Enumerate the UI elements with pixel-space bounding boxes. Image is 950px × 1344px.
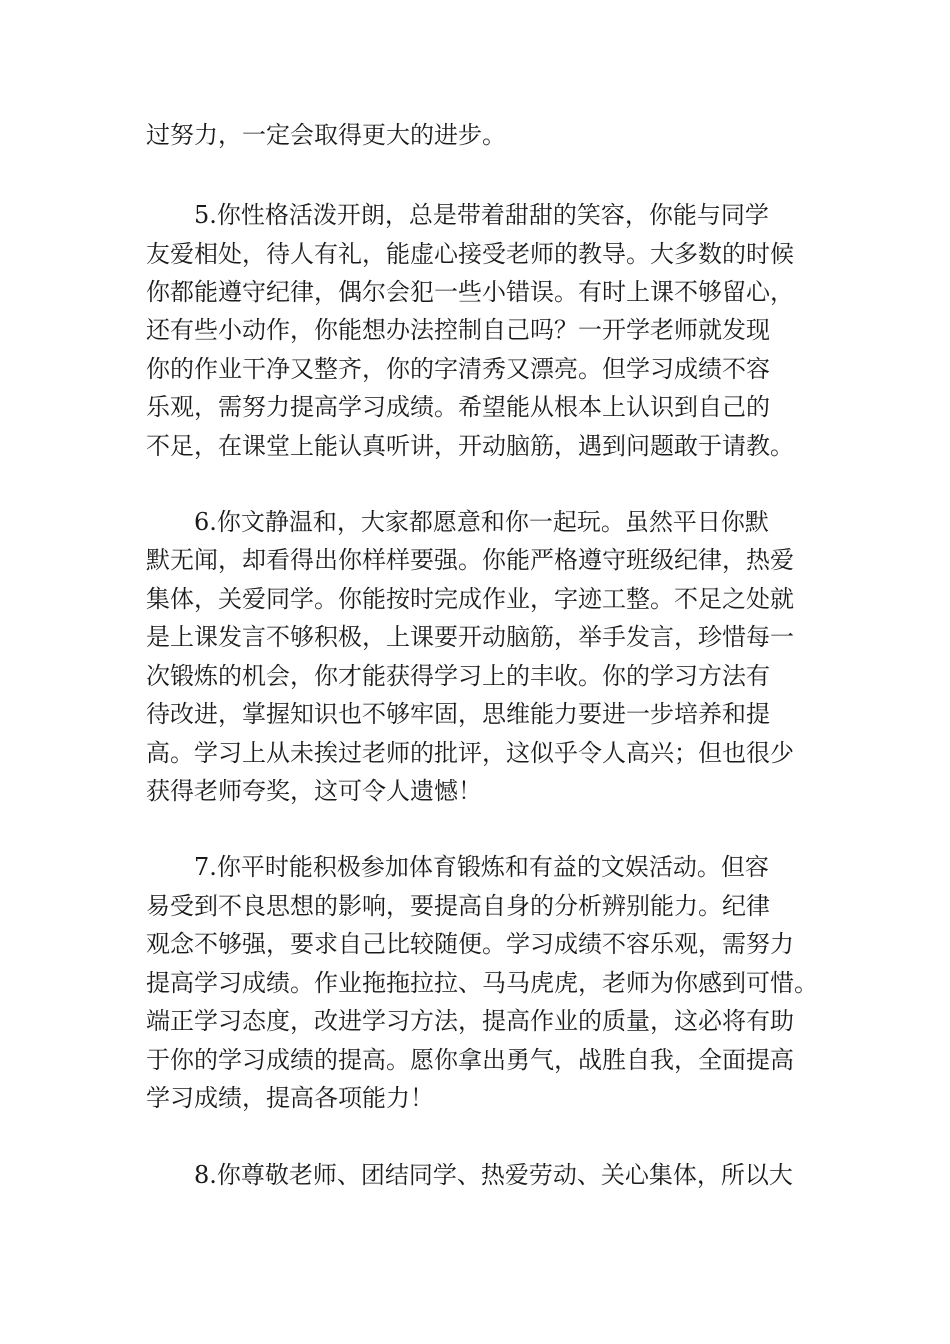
text-line: 次锻炼的机会，你才能获得学习上的丰收。你的学习方法有: [146, 662, 770, 690]
text-line: 还有些小动作，你能想办法控制自己吗？一开学老师就发现: [146, 316, 770, 344]
text-line: 高。学习上从未挨过老师的批评，这似乎令人高兴；但也很少: [146, 739, 794, 767]
text-line: 获得老师夸奖，这可令人遗憾！: [146, 777, 482, 805]
text-line: 易受到不良思想的影响，要提高自身的分析辨别能力。纪律: [146, 892, 770, 920]
text-line: 观念不够强，要求自己比较随便。学习成绩不容乐观，需努力: [146, 930, 794, 958]
text-line: 待改进，掌握知识也不够牢固，思维能力要进一步培养和提: [146, 700, 770, 728]
paragraph-8-first-line: 8.你尊敬老师、团结同学、热爱劳动、关心集体，所以大: [194, 1161, 793, 1189]
text-line: 过努力，一定会取得更大的进步。: [146, 121, 506, 149]
text-line: 端正学习态度，改进学习方法，提高作业的质量，这必将有助: [146, 1007, 794, 1035]
text-line: 友爱相处，待人有礼，能虚心接受老师的教导。大多数的时候: [146, 240, 794, 268]
paragraph-7-first-line: 7.你平时能积极参加体育锻炼和有益的文娱活动。但容: [194, 853, 769, 881]
text-line: 不足，在课堂上能认真听讲，开动脑筋，遇到问题敢于请教。: [146, 432, 794, 460]
text-line: 提高学习成绩。作业拖拖拉拉、马马虎虎，老师为你感到可惜。: [146, 969, 818, 997]
text-line: 默无闻，却看得出你样样要强。你能严格遵守班级纪律，热爱: [146, 546, 794, 574]
text-line: 集体，关爱同学。你能按时完成作业，字迹工整。不足之处就: [146, 585, 794, 613]
text-line: 是上课发言不够积极，上课要开动脑筋，举手发言，珍惜每一: [146, 623, 794, 651]
text-line: 学习成绩，提高各项能力！: [146, 1084, 434, 1112]
paragraph-6-first-line: 6.你文静温和，大家都愿意和你一起玩。虽然平日你默: [194, 508, 769, 536]
paragraph-5-first-line: 5.你性格活泼开朗，总是带着甜甜的笑容，你能与同学: [194, 201, 769, 229]
text-line: 乐观，需努力提高学习成绩。希望能从根本上认识到自己的: [146, 393, 770, 421]
text-line: 你都能遵守纪律，偶尔会犯一些小错误。有时上课不够留心，: [146, 278, 794, 306]
text-line: 于你的学习成绩的提高。愿你拿出勇气，战胜自我，全面提高: [146, 1046, 794, 1074]
text-line: 你的作业干净又整齐，你的字清秀又漂亮。但学习成绩不容: [146, 355, 770, 383]
